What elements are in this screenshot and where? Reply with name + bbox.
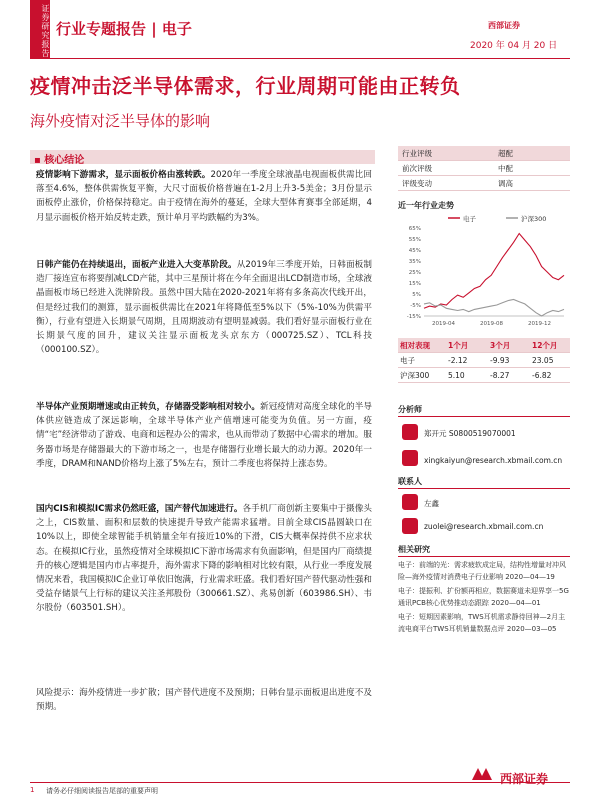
y-tick-label: 35% [408, 259, 421, 265]
y-tick-label: 5% [412, 292, 421, 298]
report-category: 行业专题报告 | 电子 [56, 20, 192, 38]
perf-header-row: 相对表现 1个月 3个月 12个月 [398, 338, 570, 353]
page-title: 疫情冲击泛半导体需求，行业周期可能由正转负 [30, 74, 461, 98]
analyst-email[interactable]: xingkaiyun@research.xbmail.com.cn [424, 456, 563, 465]
page-subtitle: 海外疫情对泛半导体的影响 [30, 112, 211, 130]
person-icon [402, 494, 418, 510]
report-date: 2020 年 04 月 20 日 [470, 41, 558, 51]
related-heading: 相关研究 [398, 545, 430, 554]
risk-warning: 风险提示：海外疫情进一步扩散；国产替代进度不及预期；日韩台显示面板退出进度不及预期。 [36, 688, 372, 713]
rating-row: 评级变动 调高 [398, 176, 570, 191]
series-line-electronics [424, 234, 564, 309]
analyst-name: 郑开元 S0800519070001 [424, 429, 516, 438]
brand-top: 西部证券 [488, 21, 520, 30]
email-icon [402, 518, 418, 534]
analyst-divider [398, 416, 570, 417]
contact-heading: 联系人 [398, 477, 422, 486]
y-tick-label: 25% [408, 270, 421, 276]
person-icon [402, 424, 418, 440]
side-tag: 证券研究报告 [30, 0, 50, 58]
related-item[interactable]: 电子：前端的光：需求疲软成定局，结构性增量对冲风险—海外疫情对消费电子行业影响 2020—04—19 [398, 561, 566, 581]
contact-name: 左鑫 [424, 499, 439, 508]
brand-bottom: 西部证券 [500, 772, 549, 786]
perf-row: 沪深300 5.10 -8.27 -6.82 [398, 368, 570, 383]
legend-label: 沪深300 [521, 215, 547, 223]
paragraph-4: 国内CIS和模拟IC需求仍然旺盛，国产替代加速进行。各手机厂商创新主要集中于摄像头之上，CIS数量、面积和层数的快速提升导致产能需求猛增。目前全球CIS晶圆缺口在10%以上，即使全球智能手机销量全年有接近10%的下滑，CIS大概率保持供不应求状态。在模拟IC行业，虽然疫情对全球模拟IC下游市场需求有负面影响，但是国内厂商绩提升的核心逻辑是国内市占率提升，海外需求下降的影响相对比较有限，从行业一季度发展情况来看，我国模拟IC企业订单依旧饱满，行业需求旺盛。我们看好国产替代驱动性强和受益存储景气上行标的建议关注圣邦股份（300661.SZ）、兆易创新（603986.SH）、韦尔股份（603501.SH）。 [36, 504, 372, 614]
performance-table [398, 338, 570, 383]
y-tick-label: 45% [408, 248, 421, 254]
bullet-icon: ▪ [34, 155, 45, 166]
footer-divider [30, 782, 570, 783]
industry-trend-chart [398, 212, 570, 330]
disclaimer-note: 请务必仔细阅读报告尾部的重要声明 [46, 787, 158, 795]
x-tick-label: 2019-12 [528, 321, 551, 327]
header-divider [30, 58, 570, 59]
contact-divider [398, 488, 570, 489]
rating-row: 前次评级 中配 [398, 161, 570, 176]
rating-row: 行业评级 超配 [398, 146, 570, 161]
chart-title: 近一年行业走势 [398, 201, 454, 210]
series-line-csi300 [424, 300, 564, 317]
y-tick-label: 65% [408, 226, 421, 232]
x-tick-label: 2019-04 [432, 321, 455, 327]
related-divider [398, 556, 570, 557]
y-tick-label: 15% [408, 281, 421, 287]
related-item[interactable]: 电子：提振利、扩份额再相应，数据赛道未迎界享一5G通讯PCB核心优势推动态跟踪 2020—04—01 [398, 587, 569, 607]
paragraph-3: 半导体产业预期增速或由正转负，存储器受影响相对较小。新冠疫情对高度全球化的半导体供应链造成了深远影响，全球半导体产业产值增速可能变为负值。另一方面，疫情“宅”经济带动了游戏、电商和远程办公的需求，也从而带动了数据中心需求的增加。服务器市场是存储器最大的下游市场之一，也是存储器行业增长最大的动力源。2020年一季度，DRAM和NAND价格均上涨了5%左右，预计二季度也将保持上涨态势。 [36, 402, 372, 469]
core-heading: ▪ 核心结论 [34, 155, 85, 166]
analyst-heading: 分析师 [398, 405, 422, 414]
y-tick-label: -5% [410, 303, 421, 309]
paragraph-1: 疫情影响下游需求，显示面板价格由涨转跌。2020年一季度全球液晶电视面板供需比回落至4.6%，整体供需恢复平衡，大尺寸面板价格普遍在1-2月上升3-5美金；3月份显示面板停止涨价，价格保持稳定。由于疫情在海外的蔓延，全球大型体育赛事全部延期，4月显示面板价格开始反转走跌，预计单月平均跌幅约为3%。 [36, 170, 372, 223]
page-number: 1 [30, 786, 35, 794]
email-icon [402, 450, 418, 466]
x-tick-label: 2019-08 [480, 321, 503, 327]
company-logo-icon [470, 766, 494, 782]
related-list [398, 560, 570, 636]
legend-label: 电子 [463, 215, 476, 223]
y-tick-label: -15% [406, 314, 421, 320]
rating-table [398, 146, 570, 191]
paragraph-2: 日韩产能仍在持续退出，面板产业进入大变革阶段。从2019年三季度开始，日韩面板制造厂接连宣布将要削减LCD产能，其中三星预计将在今年全面退出LCD制造市场，全球液晶面板市场已经进入洗牌阶段。虽然中国大陆在2020-2021年将有多条高次代线开出，但是经过我们的测算，显示面板供需比在2021年将降低至5%以下（5%-10%为供需平衡），行业有望进入长期景气周期，且周期波动有望明显减弱。我们看好显示面板行业在长期景气度的回升，建议关注显示面板龙头京东方（000725.SZ）、TCL科技（000100.SZ）。 [36, 260, 372, 356]
related-item[interactable]: 电子：短期因素影响，TWS耳机需求静待回神—2月主流电商平台TWS耳机销量数据点评 2020—03—05 [398, 613, 566, 633]
perf-row: 电子 -2.12 -9.93 23.05 [398, 353, 570, 368]
contact-email[interactable]: zuolei@research.xbmail.com.cn [424, 522, 544, 531]
y-tick-label: 55% [408, 237, 421, 243]
